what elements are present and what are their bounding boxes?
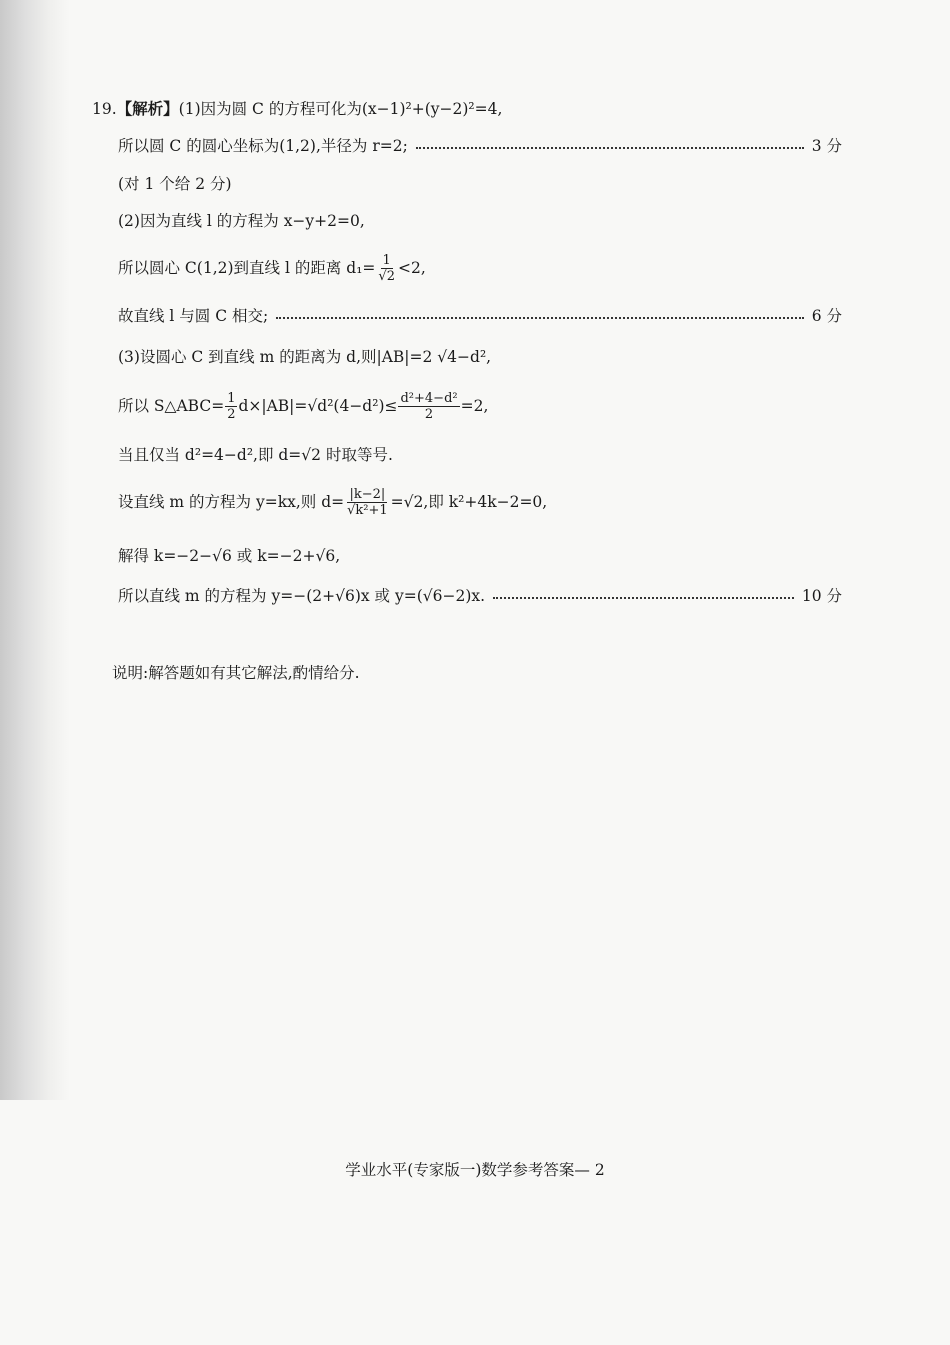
problem-19-line-8: 所以 S△ABC= $\frac{1}{2}$ d×|AB|=√d²(4−d²)≤ $\frac{\text{d²+4−d²}}{2}$ =2, [118,390,489,422]
score-3: 3 分 [811,137,842,155]
score-6: 6 分 [811,307,842,325]
analysis-tag: 【解析】 [116,99,179,118]
grading-note: 说明:解答题如有其它解法,酌情给分. [112,664,360,682]
problem-number: 19. [92,100,117,118]
fraction-sum-over-2: $\frac{\text{d²+4−d²}}{2}$ [400,390,458,422]
dot-leader [416,147,804,149]
problem-19-line-12: 所以直线 m 的方程为 y=−(2+√6)x 或 y=(√6−2)x. 10 分 [118,584,842,606]
page-footer: 学业水平(专家版一)数学参考答案— 2 [345,1161,605,1179]
dot-leader [276,317,803,319]
dot-leader [493,597,794,599]
problem-19-line-11: 解得 k=−2−√6 或 k=−2+√6, [118,547,341,565]
problem-19-line-9: 当且仅当 d²=4−d²,即 d=√2 时取等号. [118,446,393,464]
problem-19-line-4: (2)因为直线 l 的方程为 x−y+2=0, [118,212,365,230]
problem-19-line-1: 19. 【解析】 (1)因为圆 C 的方程可化为(x−1)²+(y−2)²=4, [92,99,503,118]
problem-19-line-7: (3)设圆心 C 到直线 m 的距离为 d,则|AB|=2 √4−d², [118,348,492,366]
problem-19-line-2: 所以圆 C 的圆心坐标为(1,2),半径为 r=2; 3 分 [118,134,842,156]
problem-19-line-3: (对 1 个给 2 分) [118,175,232,193]
problem-19-line-6: 故直线 l 与圆 C 相交; 6 分 [118,304,842,326]
score-10: 10 分 [801,587,842,605]
fraction-distance: $\frac{|k-2|}{\text{√k²+1}}$ [347,486,388,518]
fraction-1-over-sqrt2: $\frac{1}{√2}$ [378,252,395,284]
problem-19-line-5: 所以圆心 C(1,2)到直线 l 的距离 d₁= $\frac{1}{√2}$ <2, [118,252,426,284]
scan-shadow [0,0,70,1100]
fraction-one-half: $\frac{1}{2}$ [227,390,236,422]
problem-19-line-10: 设直线 m 的方程为 y=kx,则 d= $\frac{|k-2|}{\text{√k²+1}}$ =√2,即 k²+4k−2=0, [118,486,548,518]
